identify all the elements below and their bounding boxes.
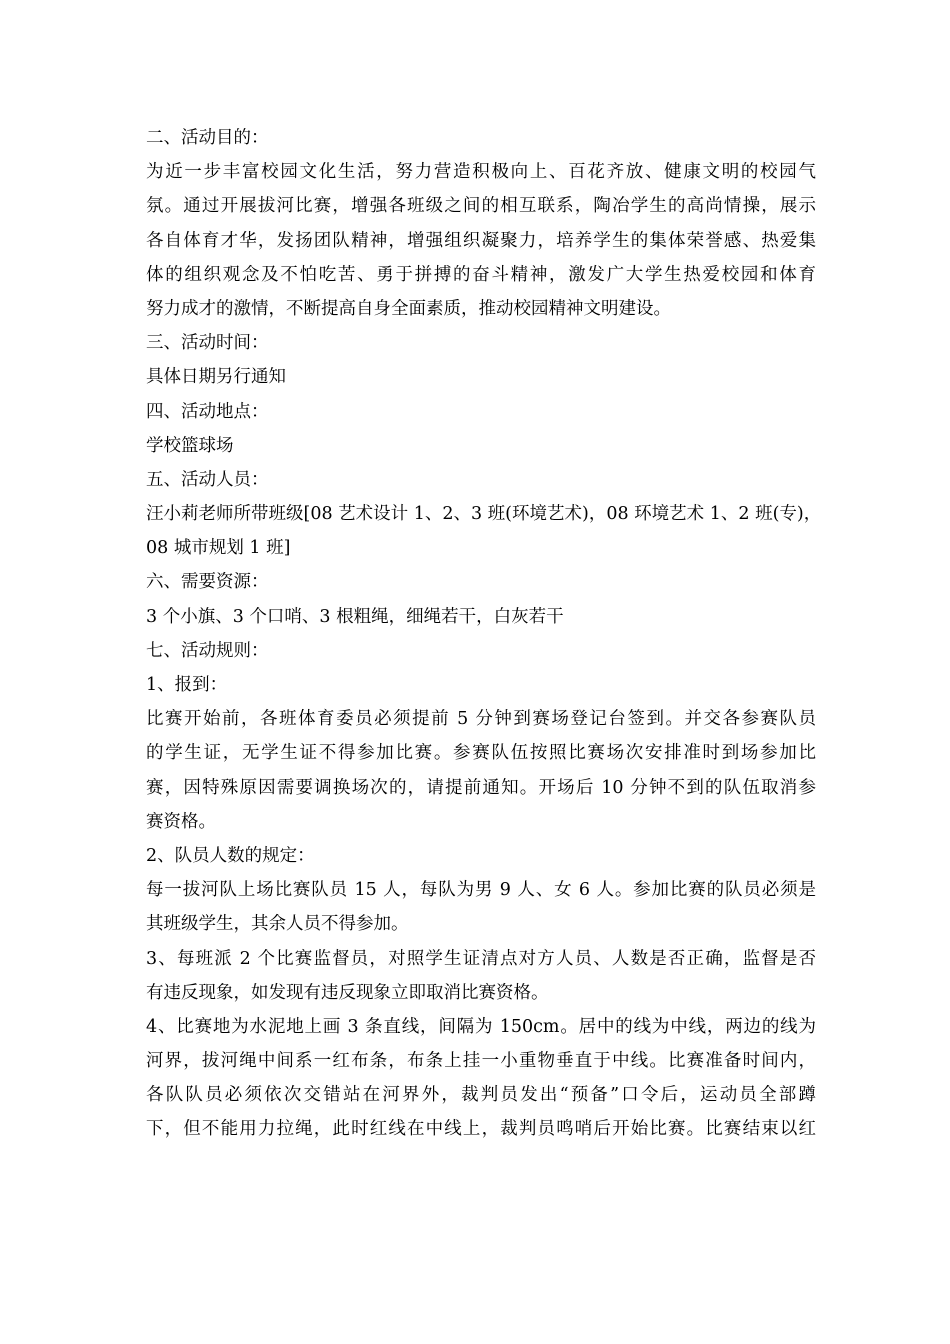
text-line: 赛，因特殊原因需要调换场次的，请提前通知。开场后 10 分钟不到的队伍取消参 — [146, 777, 816, 798]
text-line: 三、活动时间： — [146, 333, 269, 354]
text-line: 2、队员人数的规定： — [146, 845, 315, 866]
text-line: 学校篮球场 — [146, 435, 234, 456]
text-line: 下，但不能用力拉绳，此时红线在中线上，裁判员鸣哨后开始比赛。比赛结束以红 — [146, 1119, 816, 1140]
text-line: 氛。通过开展拔河比赛，增强各班级之间的相互联系，陶冶学生的高尚情操，展示 — [146, 196, 816, 217]
text-line: 比赛开始前，各班体育委员必须提前 5 分钟到赛场登记台签到。并交各参赛队员 — [146, 709, 816, 730]
document-page — [146, 121, 822, 1147]
text-line: 四、活动地点： — [146, 401, 269, 422]
text-line: 努力成才的激情，不断提高自身全面素质，推动校园精神文明建设。 — [146, 298, 671, 319]
text-line: 二、活动目的： — [146, 128, 269, 148]
text-line: 汪小莉老师所带班级[08 艺术设计 1、2、3 班(环境艺术)，08 环境艺术 1、2 班(专)， — [146, 504, 822, 525]
text-line: 河界，拔河绳中间系一红布条，布条上挂一小重物垂直于中线。比赛准备时间内， — [146, 1051, 816, 1072]
text-line: 08 城市规划 1 班] — [146, 538, 291, 559]
text-line: 每一拔河队上场比赛队员 15 人，每队为男 9 人、女 6 人。参加比赛的队员必须是 — [146, 880, 816, 901]
text-line: 六、需要资源： — [146, 572, 269, 593]
text-line: 五、活动人员： — [146, 469, 269, 490]
text-line: 赛资格。 — [146, 811, 216, 832]
text-line: 体的组织观念及不怕吃苦、勇于拼搏的奋斗精神，激发广大学生热爱校园和体育 — [146, 264, 816, 285]
text-line: 3、每班派 2 个比赛监督员，对照学生证清点对方人员、人数是否正确，监督是否 — [146, 948, 816, 969]
text-line: 4、比赛地为水泥地上画 3 条直线，间隔为 150cm。居中的线为中线，两边的线为 — [146, 1016, 816, 1037]
text-line: 有违反现象，如发现有违反现象立即取消比赛资格。 — [146, 982, 549, 1003]
text-line: 的学生证，无学生证不得参加比赛。参赛队伍按照比赛场次安排准时到场参加比 — [146, 743, 816, 764]
text-line: 为近一步丰富校园文化生活，努力营造积极向上、百花齐放、健康文明的校园气 — [146, 162, 816, 183]
text-line: 1、报到： — [146, 675, 228, 695]
text-line: 各自体育才华，发扬团队精神，增强组织凝聚力，培养学生的集体荣誉感、热爱集 — [146, 230, 816, 251]
text-line: 七、活动规则： — [146, 640, 269, 661]
text-line: 各队队员必须依次交错站在河界外，裁判员发出“预备”口令后，运动员全部蹲 — [146, 1085, 816, 1106]
text-line: 其班级学生，其余人员不得参加。 — [146, 914, 409, 935]
text-line: 具体日期另行通知 — [146, 367, 286, 388]
text-line: 3 个小旗、3 个口哨、3 根粗绳，细绳若干，白灰若干 — [146, 606, 564, 627]
